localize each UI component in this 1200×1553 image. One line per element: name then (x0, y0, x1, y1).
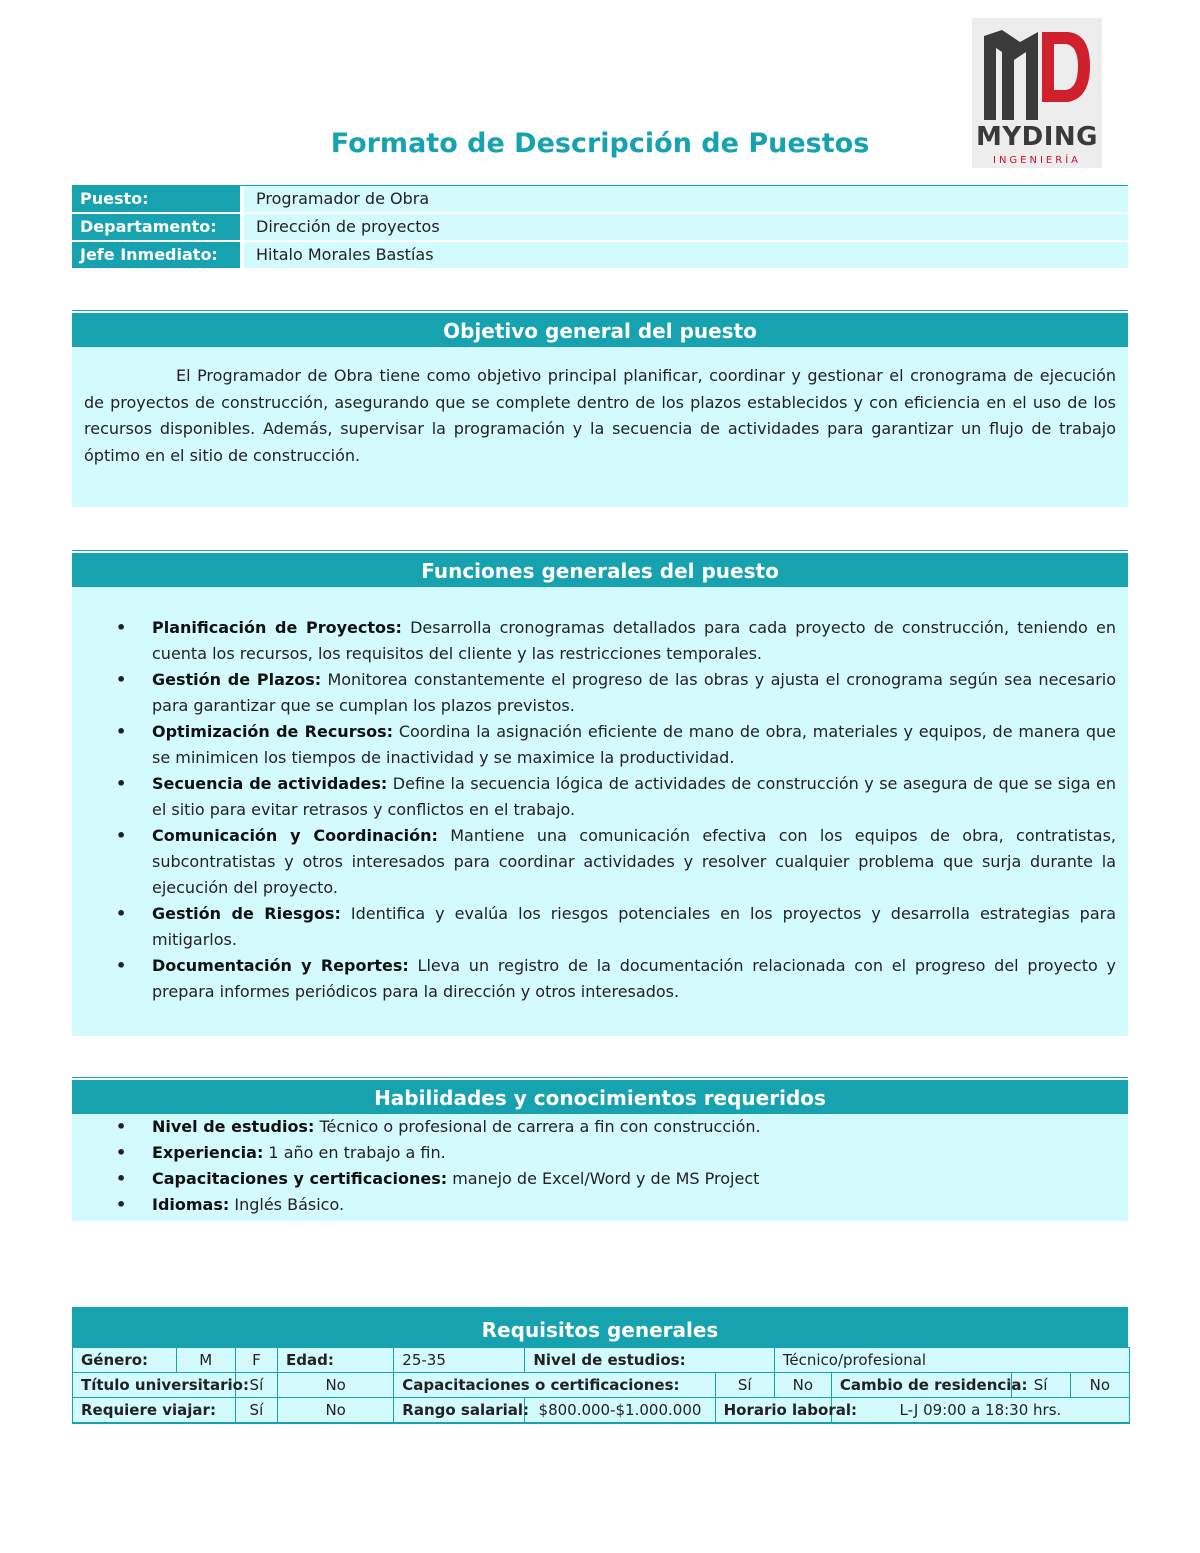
item-label: Capacitaciones y certificaciones: (152, 1169, 448, 1188)
requisitos-section (72, 1307, 1128, 1424)
item-text: Mantiene una comunicación efectiva con los equipos de obra, contratistas, subcontratistas y otros interesados para coordinar actividades y resolver cualquier problema que surja durante la ejecución del proyecto. (152, 826, 1116, 897)
logo-name: MYDING (975, 122, 1099, 152)
item-text: manejo de Excel/Word y de MS Project (447, 1169, 760, 1188)
item-text: Monitorea constantemente el progreso de las obras y ajusta el cronograma según sea necesario para garantizar que se cumplan los plazos previstos. (152, 670, 1117, 715)
list-item (152, 1114, 1116, 1140)
job-info-table (72, 185, 1128, 270)
info-label: Puesto: (72, 186, 240, 212)
item-text: Lleva un registro de la documentación relacionada con el progreso del proyecto y prepara informes periódicos para la dirección y otros interesados. (152, 956, 1117, 1001)
item-label: Gestión de Plazos: (152, 670, 322, 689)
genero-f: F (235, 1348, 277, 1373)
item-label: Experiencia: (152, 1143, 264, 1162)
logo-subtitle: INGENIERÍA (993, 155, 1081, 166)
rango-value: $800.000-$1.000.000 (525, 1398, 715, 1424)
item-label: Comunicación y Coordinación: (152, 826, 438, 845)
info-label: Departamento: (72, 214, 240, 240)
edad-value: 25-35 (394, 1348, 525, 1373)
list-item (152, 771, 1116, 823)
list-item (152, 719, 1116, 771)
requisitos-heading: Requisitos generales (72, 1307, 1128, 1347)
edad-label: Edad: (278, 1348, 394, 1373)
list-item (152, 615, 1116, 667)
page-title: Formato de Descripción de Puestos (330, 128, 870, 159)
item-label: Secuencia de actividades: (152, 774, 388, 793)
list-item (152, 1140, 1116, 1166)
list-item (152, 667, 1116, 719)
section-divider (72, 550, 1128, 551)
item-label: Nivel de estudios: (152, 1117, 315, 1136)
nivel-label: Nivel de estudios: (525, 1348, 774, 1373)
list-item (152, 823, 1116, 901)
item-text: Inglés Básico. (229, 1195, 345, 1214)
section-divider (72, 310, 1128, 311)
habilidades-heading: Habilidades y conocimientos requeridos (72, 1080, 1128, 1114)
logo-mark-icon (980, 26, 1094, 122)
info-label: Jefe Inmediato: (72, 242, 240, 268)
capacitaciones-no: No (774, 1373, 831, 1398)
requisitos-table (72, 1347, 1130, 1424)
capacitaciones-si: Sí (715, 1373, 774, 1398)
info-value: Dirección de proyectos (244, 214, 1128, 240)
objetivo-section (72, 310, 1128, 507)
objetivo-text: El Programador de Obra tiene como objetivo principal planificar, coordinar y gestionar el cronograma de ejecución de proyectos de construcción, asegurando que se complete dentro de los plazos establecidos y con eficiencia en el uso de los recursos disponibles. Además, supervisar la programación y la secuencia de actividades para garantizar un flujo de trabajo óptimo en el sitio de construcción. (84, 366, 1116, 465)
viajar-label: Requiere viajar: (73, 1398, 236, 1424)
info-row-puesto (72, 186, 1128, 212)
list-item (152, 1166, 1116, 1192)
list-item (152, 953, 1116, 1005)
residencia-si: Sí (1011, 1373, 1070, 1398)
item-text: Desarrolla cronogramas detallados para cada proyecto de construcción, teniendo en cuenta los recursos, los requisitos del cliente y las restricciones temporales. (152, 618, 1116, 663)
titulo-si: Sí (235, 1373, 277, 1398)
info-row-jefe (72, 242, 1128, 268)
item-label: Documentación y Reportes: (152, 956, 409, 975)
list-item (152, 901, 1116, 953)
objetivo-body (72, 347, 1128, 507)
funciones-heading: Funciones generales del puesto (72, 553, 1128, 587)
item-text: Coordina la asignación eficiente de mano de obra, materiales y equipos, de manera que se minimicen los tiempos de inactividad y se maximice la productividad. (152, 722, 1117, 767)
residencia-no: No (1070, 1373, 1129, 1398)
item-label: Idiomas: (152, 1195, 230, 1214)
horario-value: L-J 09:00 a 18:30 hrs. (831, 1398, 1129, 1424)
habilidades-section (72, 1077, 1128, 1221)
item-text: Técnico o profesional de carrera a fin con construcción. (314, 1117, 761, 1136)
item-label: Gestión de Riesgos: (152, 904, 341, 923)
habilidades-list (72, 1114, 1128, 1218)
funciones-section (72, 550, 1128, 1036)
item-text: Define la secuencia lógica de actividades de construcción y se asegura de que se siga en el sitio para evitar retrasos y conflictos en el trabajo. (152, 774, 1116, 819)
list-item (152, 1192, 1116, 1218)
table-row (73, 1348, 1130, 1373)
table-row (73, 1398, 1130, 1424)
section-divider (72, 1077, 1128, 1078)
funciones-body (72, 587, 1128, 1036)
item-label: Planificación de Proyectos: (152, 618, 402, 637)
habilidades-body (72, 1114, 1128, 1221)
horario-label: Horario laboral: (715, 1398, 831, 1424)
item-text: Identifica y evalúa los riesgos potenciales en los proyectos y desarrolla estrategias para mitigarlos. (152, 904, 1117, 949)
capacitaciones-label: Capacitaciones o certificaciones: (394, 1373, 715, 1398)
table-row (73, 1373, 1130, 1398)
genero-m: M (176, 1348, 235, 1373)
item-label: Optimización de Recursos: (152, 722, 394, 741)
titulo-no: No (278, 1373, 394, 1398)
item-text: 1 año en trabajo a fin. (263, 1143, 446, 1162)
genero-label: Género: (73, 1348, 177, 1373)
funciones-list (72, 615, 1128, 1005)
residencia-label: Cambio de residencia: (831, 1373, 1011, 1398)
rango-label: Rango salarial: (394, 1398, 525, 1424)
objetivo-heading: Objetivo general del puesto (72, 313, 1128, 347)
nivel-value: Técnico/profesional (774, 1348, 1129, 1373)
titulo-label: Título universitario: (73, 1373, 236, 1398)
viajar-si: Sí (235, 1398, 277, 1424)
viajar-no: No (278, 1398, 394, 1424)
info-value: Programador de Obra (244, 186, 1128, 212)
info-row-departamento (72, 214, 1128, 240)
info-value: Hitalo Morales Bastías (244, 242, 1128, 268)
